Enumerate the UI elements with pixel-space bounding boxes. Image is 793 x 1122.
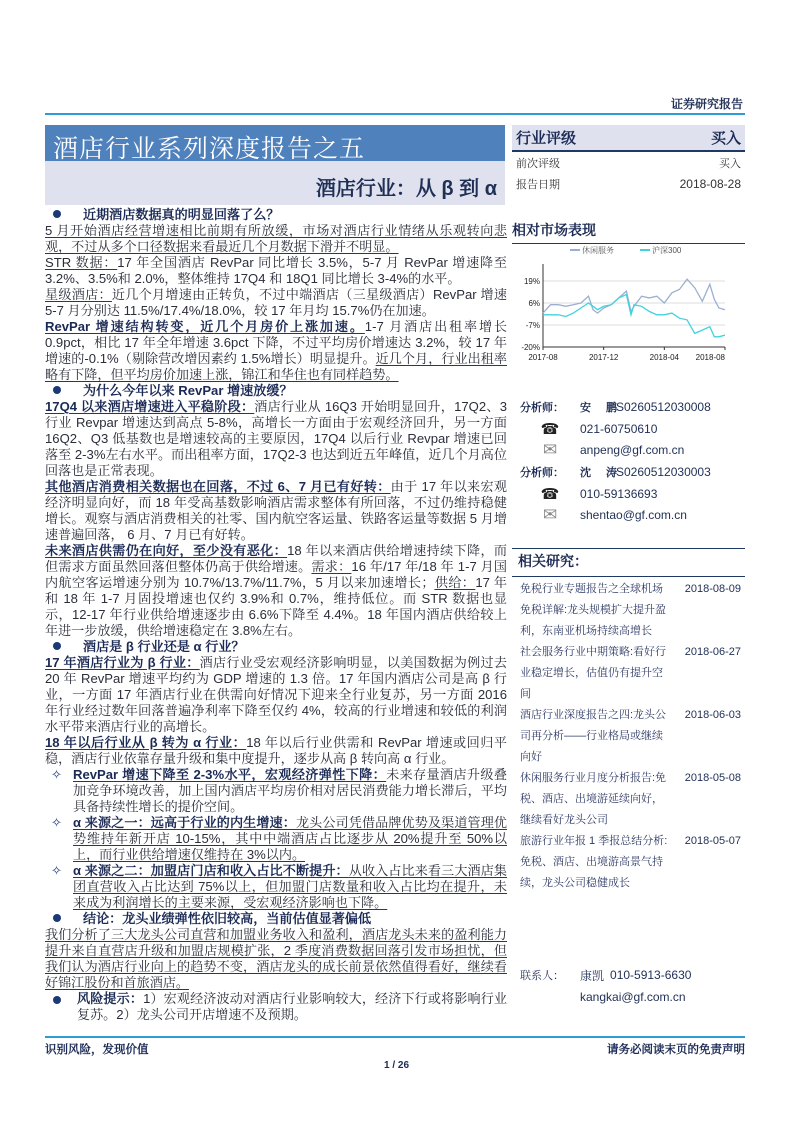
report-subtitle: 酒店行业：从 β 到 α <box>45 161 505 205</box>
header-divider <box>45 113 745 115</box>
paragraph-text: 星级酒店： <box>45 287 112 302</box>
contact-block <box>520 964 691 1008</box>
related-report-date: 2018-08-09 <box>684 583 741 595</box>
x-tick-label: 2018-04 <box>649 353 680 362</box>
telephone-icon: ☎ <box>540 485 560 503</box>
paragraph-lead: 17 年酒店行业为 β 行业： <box>45 655 200 670</box>
section-heading <box>45 911 507 927</box>
section-heading-text: 结论：龙头业绩弹性依旧较高，当前估值显著偏低 <box>83 911 372 926</box>
paragraph-text: 近几个月增速由正转负，不过中端酒店（三星级酒店）RevPar 增速 5-7 月分别达 11.5%/17.4%/18.0%，较 17 年月均 15.7%仍在加速。 <box>45 287 507 318</box>
x-tick-label: 2017-08 <box>528 353 558 362</box>
contact-email[interactable]: kangkai@gf.com.cn <box>580 990 686 1004</box>
paragraph-lead: 其他酒店消费相关数据也在回落，不过 6、7 月已有好转： <box>45 479 391 494</box>
section-heading <box>45 207 507 223</box>
related-research <box>512 548 745 894</box>
y-tick-label: -20% <box>521 343 540 352</box>
previous-rating-value: 买入 <box>719 157 741 170</box>
paragraph <box>45 655 507 735</box>
paragraph-text: 18 年以后行业供需和 RevPar 增速或回归平稳，酒店行业依靠存量升级和集中度提升，逐步从高 β 转向高 α 行业。 <box>45 735 507 766</box>
y-tick-label: 6% <box>528 298 540 308</box>
report-date-value: 2018-08-28 <box>679 176 741 191</box>
related-report[interactable] <box>512 705 745 768</box>
related-report-title[interactable]: 休闲服务行业月度分析报告:免税、酒店、出境游延续向好，继续看好龙头公司 <box>520 772 667 826</box>
performance-title: 相对市场表现 <box>512 220 745 244</box>
bullet-icon <box>53 914 61 922</box>
section-heading-text: 为什么今年以来 RevPar 增速放缓？ <box>83 383 293 398</box>
analyst-label: 分析师： <box>520 466 564 479</box>
analyst-phone: 010-59136693 <box>580 486 658 501</box>
y-tick-label: -7% <box>525 320 540 330</box>
related-report-date: 2018-06-27 <box>684 646 741 658</box>
paragraph-lead: 风险提示： <box>77 991 144 1006</box>
related-report[interactable] <box>512 642 745 705</box>
telephone-icon: ☎ <box>540 420 560 438</box>
report-date-label: 报告日期 <box>516 178 560 191</box>
paragraph-text: 酒店行业从 16Q3 开始明显回升，17Q2、3 行业 Revpar 增速达到高点 5-8%，高增长一方面由于宏观经济回升，另一方面 16Q2、Q3 低基数也是增速较高的主要原因，17Q4 以后行业 Revpar 增速已回落至 2-3%左右水平。而出租率方面，17Q2-3 也达到近五年峰值，近几个月高位回落也是正常表现。 <box>45 399 507 478</box>
paragraph-lead: 17Q4 以来酒店增速进入平稳阶段： <box>45 399 255 414</box>
paragraph-text: 17 年全国酒店 RevPar 同比增长 3.5%，5-7 月 RevPar 增速降至 3.2%、3.5%和 2.0%，整体维持 17Q4 和 18Q1 同比增长 3-4%的水平。 <box>45 255 508 286</box>
paragraph-text: 17 年和 18 年 1-7 月固投增速也仅约 3.9%和 0.7%，维持低位。而 STR 数据也显示，12-17 年行业供给增速逐步由 6.6%下降至 4.4%。18 年国内酒店供给较上年进一步放缓，供给增速稳定在 3.8%左右。 <box>45 575 508 638</box>
paragraph-text: 龙头公司凭借品牌优势及渠道管理优势维持年新开店 10-15%，其中中端酒店占比逐步从 20%提升至 50%以上，而行业供给增速仅维持在 3%以内。 <box>73 815 508 862</box>
report-type-label: 证券研究报告 <box>670 97 743 111</box>
rating-title: 行业评级 <box>516 130 577 147</box>
paragraph-lead: RevPar 增速结构转变，近几个月房价上涨加速。 <box>45 319 365 334</box>
page-number: 1 / 26 <box>383 1060 410 1071</box>
x-tick-label: 2017-12 <box>588 353 619 362</box>
rating-value: 买入 <box>710 130 741 147</box>
analyst-row <box>520 396 745 418</box>
analyst-phone-row <box>520 418 745 440</box>
analyst-phone: 021-60750610 <box>580 421 658 436</box>
related-report[interactable] <box>512 579 745 642</box>
section-heading-text: 近期酒店数据真的明显回落了么？ <box>83 207 280 222</box>
sub-point <box>45 815 507 863</box>
section-heading-text: 酒店是 β 行业还是 α 行业？ <box>83 639 245 654</box>
section-heading <box>45 639 507 655</box>
analyst-email[interactable]: shentao@gf.com.cn <box>580 508 687 523</box>
diamond-bullet-icon: ✧ <box>51 815 62 830</box>
y-tick-label: 19% <box>523 276 540 286</box>
contact-phone: 010-5913-6630 <box>610 968 692 982</box>
section-heading <box>45 383 507 399</box>
paragraph-text: 16 年/17 年/18 年 1-7 月国内航空客运增速分别为 10.7%/13.7%/11.7%，5 月以来加速增长； <box>45 559 508 590</box>
paragraph-text: 近几个月，行业出租率略有下降，但平均房价加速上涨，锦江和华住也有同样趋势。 <box>45 351 507 382</box>
risk-note <box>45 991 507 1023</box>
rating-box <box>512 125 745 194</box>
paragraph-text: 1-7 月酒店出租率增长 0.9pct，相比 17 年全年增速 3.6pct 下降，不过平均房价增速达 3.2%，较 17 年增速的-0.1%（剔除营改增因素约 1.5%增长）明显提升。 <box>45 319 507 366</box>
paragraph-text: 18 年以来酒店供给增速持续下降，而但需求方面虽然回落但整体仍高于供给增速。 <box>45 543 508 574</box>
analyst-phone-row <box>520 483 745 505</box>
paragraph-lead: 18 年以后行业从 β 转为 α 行业： <box>45 735 247 750</box>
paragraph-text: STR 数据： <box>45 255 118 270</box>
related-report-date: 2018-06-03 <box>684 709 741 721</box>
paragraph-lead: α 来源之二：加盟店门店和收入占比不断提升： <box>73 863 349 878</box>
related-report-title[interactable]: 社会服务行业中期策略:看好行业稳定增长，估值仍有提升空间 <box>520 646 667 700</box>
paragraph-text: 5 月开始酒店经营增速相比前期有所放缓，市场对酒店行业情绪从乐观转向悲观，不过从多个口径数据来看最近几个月数据下滑并不明显。 <box>45 223 507 254</box>
paragraph-lead: 未来酒店供需仍在向好，至少没有恶化： <box>45 543 288 558</box>
paragraph <box>45 927 507 991</box>
related-report-date: 2018-05-08 <box>684 772 741 784</box>
related-report-title[interactable]: 酒店行业深度报告之四:龙头公司再分析——行业格局或继续向好 <box>520 709 667 763</box>
report-title: 酒店行业系列深度报告之五 <box>45 125 505 161</box>
analyst-list <box>520 396 745 526</box>
bullet-icon <box>53 642 61 650</box>
sub-point <box>45 863 507 911</box>
diamond-bullet-icon: ✧ <box>51 767 62 782</box>
paragraph-lead: RevPar 增速下降至 2-3%水平，宏观经济弹性下降： <box>73 767 387 782</box>
analyst-license: S0260512030008 <box>616 399 711 414</box>
related-research-title: 相关研究： <box>512 548 745 577</box>
paragraph <box>45 287 507 319</box>
bullet-icon <box>53 996 61 1004</box>
diamond-bullet-icon: ✧ <box>51 863 62 878</box>
paragraph-lead: α 来源之一：远高于行业的内生增速： <box>73 815 296 830</box>
paragraph-text: 从收入占比来看三大酒店集团直营收入占比达到 75%以上，但加盟门店数量和收入占比均在提升，未来成为利润增长的主要来源，受宏观经济影响也下降。 <box>73 863 508 910</box>
analyst-name: 安 鹏 <box>580 401 624 414</box>
analyst-name: 沈 涛 <box>580 466 624 479</box>
bullet-icon <box>53 386 61 394</box>
paragraph-text: 1）宏观经济波动对酒店行业影响较大，经济下行或将影响行业复苏。2）龙头公司开店增速不及预期。 <box>77 991 508 1022</box>
relative-performance-chart <box>512 240 745 365</box>
legend-label: 沪深300 <box>652 246 682 255</box>
paragraph-text: 未来存量酒店升级叠加竞争环境改善，加上国内酒店平均房价相对居民消费能力增长滞后，平均具备持续性增长的提价空间。 <box>73 767 507 814</box>
paragraph-text: 酒店行业受宏观经济影响明显，以美国数据为例过去 20 年 RevPar 增速平均约为 GDP 增速的 1.3 倍。17 年国内酒店公司是高 β 行业，一方面 17 年酒店行业在供需向好情况下迎来全行业复苏，另一方面 2016 年行业经过数年回落普遍净利率下降至仅约 4%，较高的行业增速和较低的利润水平带来酒店行业的高增长。 <box>45 655 507 734</box>
series-line-leisure-services <box>543 279 725 313</box>
series-line-csi300 <box>543 295 725 337</box>
envelope-icon: ✉ <box>542 440 558 460</box>
analyst-email[interactable]: anpeng@gf.com.cn <box>580 443 685 458</box>
related-report[interactable] <box>512 768 745 831</box>
related-report[interactable] <box>512 831 745 894</box>
paragraph <box>45 543 507 639</box>
paragraph <box>45 255 507 287</box>
related-report-title[interactable]: 旅游行业年报 1 季报总结分析:免税、酒店、出境游高景气持续，龙头公司稳健成长 <box>520 835 668 889</box>
paragraph-text: 由于 17 年以来宏观经济明显向好，而 18 年受高基数影响酒店需求整体有所回落，不过仍维持稳健增长。观察与酒店消费相关的社零、国内航空客运量、铁路客运量等数据 5 月增速普遍回落， 6 月、7 月已有好转。 <box>45 479 508 542</box>
footer-divider <box>45 1036 745 1038</box>
contact-label: 联系人： <box>520 970 564 982</box>
envelope-icon: ✉ <box>542 505 558 525</box>
paragraph-text: 需求： <box>311 559 352 574</box>
analyst-email-row <box>520 439 745 461</box>
paragraph <box>45 399 507 479</box>
report-body <box>45 207 507 1023</box>
x-tick-label: 2018-08 <box>695 353 725 362</box>
legend-label: 休闲服务 <box>582 246 614 255</box>
paragraph <box>45 735 507 767</box>
analyst-row <box>520 461 745 483</box>
contact-name: 康凯 <box>580 968 605 983</box>
bullet-icon <box>53 210 61 218</box>
paragraph-text: 我们分析了三大龙头公司直营和加盟业务收入和盈利，酒店龙头未来的盈利能力提升来自直营店升级和加盟店规模扩张，2 季度消费数据回落引发市场担忧，但我们认为酒店行业向上的趋势不变，酒店龙头的成长前景依然值得看好，继续看好锦江股份和首旅酒店。 <box>45 927 507 990</box>
related-report-title[interactable]: 免税行业专题报告之全球机场免税详解:龙头规模扩大提升盈利，东南亚机场持续高增长 <box>520 583 667 637</box>
footer-disclaimer: 请务必阅读末页的免责声明 <box>607 1044 745 1056</box>
footer-slogan: 识别风险，发现价值 <box>45 1044 149 1056</box>
paragraph <box>45 223 507 255</box>
analyst-license: S0260512030003 <box>616 464 711 479</box>
related-report-date: 2018-05-07 <box>684 835 741 847</box>
analyst-label: 分析师： <box>520 401 564 414</box>
paragraph-text: 供给： <box>434 575 476 590</box>
paragraph <box>45 319 507 383</box>
previous-rating-label: 前次评级 <box>516 157 560 170</box>
paragraph <box>45 479 507 543</box>
sub-point <box>45 767 507 815</box>
analyst-email-row <box>520 504 745 526</box>
